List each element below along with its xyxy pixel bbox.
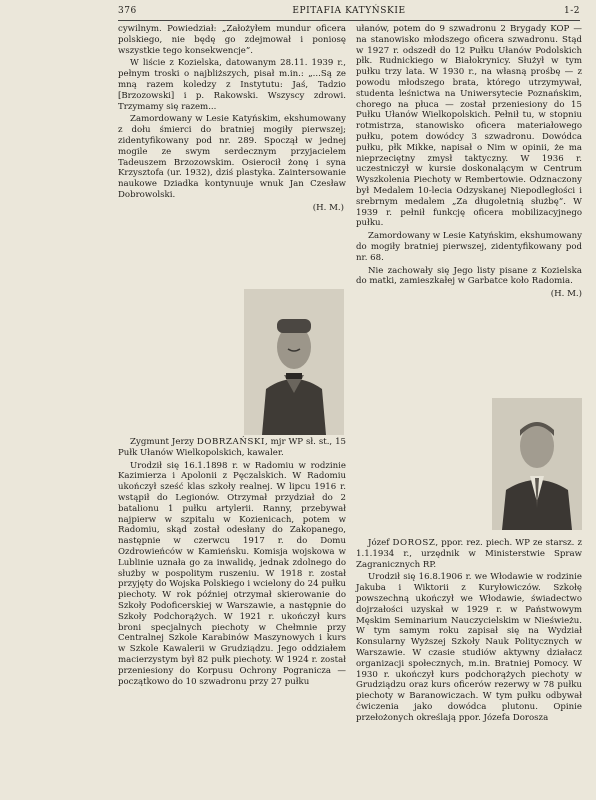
surname: DOBRZAŃSKI <box>196 437 265 447</box>
biography-body: Urodził się 16.8.1906 r. we Włodawie w rodzinie Jakuba i Wiktorii z Kuryłowiczów. Szkołę powszechną ukończył we Włodawie, świadectwo dojrzałości uzyskał w 1929 r. w Państwowym Męskim Seminarium Nauczycielskim w Nieświeżu. W tym samym roku zapisał się na Wydział Konsularny Wyższej Szkoły Nauk Politycznych w Warszawie. W czasie studiów aktywny działacz organizacji społecznych, m.in. Bratniej Pomocy. W 1930 r. ukończył kurs podchorążych piechoty w Grudziądzu oraz kurs oficerów rezerwy w 78 pułku piechoty w Baranowiczach. W tym pułku odbywał ćwiczenia jako dowódca plutonu. Opinie przełożonych określają ppor. Józefa Dorosza <box>356 572 582 723</box>
portrait-photo-dobrzanski <box>244 289 344 435</box>
left-column-top <box>118 24 346 216</box>
portrait-photo-dorosz <box>492 398 582 530</box>
right-column-top <box>356 24 582 302</box>
biography-dobrzanski <box>118 437 346 689</box>
portrait-man-icon <box>492 398 582 530</box>
biography-dorosz <box>356 538 582 726</box>
portrait-officer-icon <box>244 289 344 435</box>
running-title: EPITAFIA KATYŃSKIE <box>292 6 406 16</box>
surname: DOROSZ <box>392 538 436 548</box>
paragraph: Nie zachowały się Jego listy pisane z Kozielska do matki, zamieszkałej w Garbatce koło Radomia. <box>356 265 582 287</box>
paragraph: W liście z Kozielska, datowanym 28.11. 1939 r., pełnym troski o najbliższych, pisał m.in.: „...Są ze mną razem koledzy z Instytutu: Jaś, Tadzio [Brzozowski] i p. Rakowski. Wszyscy zdrowi. Trzymamy się razem... <box>118 58 346 112</box>
paragraph: Zamordowany w Lesie Katyńskim, ekshumowany z dołu śmierci do bratniej mogiły pierwszej; zidentyfikowany pod nr. 289. Spoczął w jednej mogile ze swym serdecznym przyjacielem Tadeuszem Brzozowskim. Osierocił żonę i syna Krzysztofa (ur. 1932), dziś plastyka. Zaintersowanie naukowe Dziadka kontynuuje wnuk Jan Czesław Dobrowolski. <box>118 114 346 200</box>
page-number: 376 <box>118 6 137 16</box>
biography-heading: Zygmunt Jerzy DOBRZAŃSKI, mjr WP sł. st., 15 Pułk Ułanów Wielkopolskich, kawaler. <box>118 437 347 458</box>
biography-body: Urodził się 16.1.1898 r. w Radomiu w rodzinie Kazimierza i Apolonii z Pęczalskich. W Radomiu ukończył sześć klas szkoły realnej. W lipcu 1916 r. wstąpił do Legionów. Otrzymał przydział do 2 batalionu 1 pułku artylerii. Ranny, przebywał najpierw w szpitalu w Kozienicach, potem w Radomiu, skąd został odesłany do Zakopanego, następnie w czerwcu 1917 r. do Domu Ozdrowieńców w Kamieńsku. Komisja wojskowa w Lublinie uznała go za inwalidę, jednak zdolnego do służby w pospolitym ruszeniu. W 1918 r. został przyjęty do Wojska Polskiego i wcielony do 24 pułku piechoty. W rok później otrzymał skierowanie do Szkoły Podoficerskiej w Warszawie, a następnie do Szkoły Podchorążych. W 1921 r. ukończył kurs broni specjalnych piechoty w Chełmnie przy Centralnej Szkole Karabinów Maszynowych i kurs w Szkole Kawalerii w Grudziądzu. Jego oddziałem macierzystym był 82 pułk piechoty. W 1924 r. został przeniesiony do Korpusu Ochrony Pogranicza — początkowo do 10 szwadronu przy 27 pułku <box>118 460 346 687</box>
signature-mark: 1-2 <box>564 6 580 16</box>
biography-heading: Józef DOROSZ, ppor. rez. piech. WP ze starsz. z 1.1.1934 r., urzędnik w Ministerstwie Spraw Zagranicznych RP. <box>356 538 582 570</box>
author-initials: (H. M.) <box>550 289 582 300</box>
author-initials: (H. M.) <box>312 202 344 213</box>
paragraph: cywilnym. Powiedział: „Założyłem mundur oficera polskiego, nie będę go zdejmował i poniosę wszystkie tego konsekwencje”. <box>118 24 346 56</box>
paragraph: Zamordowany w Lesie Katyńskim, ekshumowany do mogiły bratniej pierwszej, zidentyfikowany pod nr. 68. <box>356 231 582 263</box>
running-header <box>118 6 580 21</box>
paragraph: ułanów, potem do 9 szwadronu 2 Brygady KOP — na stanowisko młodszego oficera szwadronu. Stąd w 1927 r. odszedł do 12 Pułku Ułanów Podolskich płk. Rudnickiego w Białokrynicy. Służył w tym pułku trzy lata. W 1930 r., na własną prośbę — z powodu młodszego brata, którego utrzymywał, studenta leśnictwa na Uniwersytecie Poznańskim, chorego na płuca — został przeniesiony do 15 Pułku Ułanów Wielkopolskich. Pełnił tu, w stopniu rotmistrza, stanowisko oficera materiałowego pułku, potem dowódcy 3 szwadronu. Dowódca pułku, płk Mikke, napisał o Nim w opinii, że ma nieprzeciętny zmysł taktyczny. W 1936 r. uczestniczył w kursie doskonalącym w Centrum Wyszkolenia Piechoty w Rembertowie. Odznaczony był Medalem 10-lecia Odzyskanej Niepodległości i srebrnym medalem „Za długoletnią służbę”. W 1939 r. pełnił funkcję oficera mobilizacyjnego pułku. <box>356 24 582 229</box>
